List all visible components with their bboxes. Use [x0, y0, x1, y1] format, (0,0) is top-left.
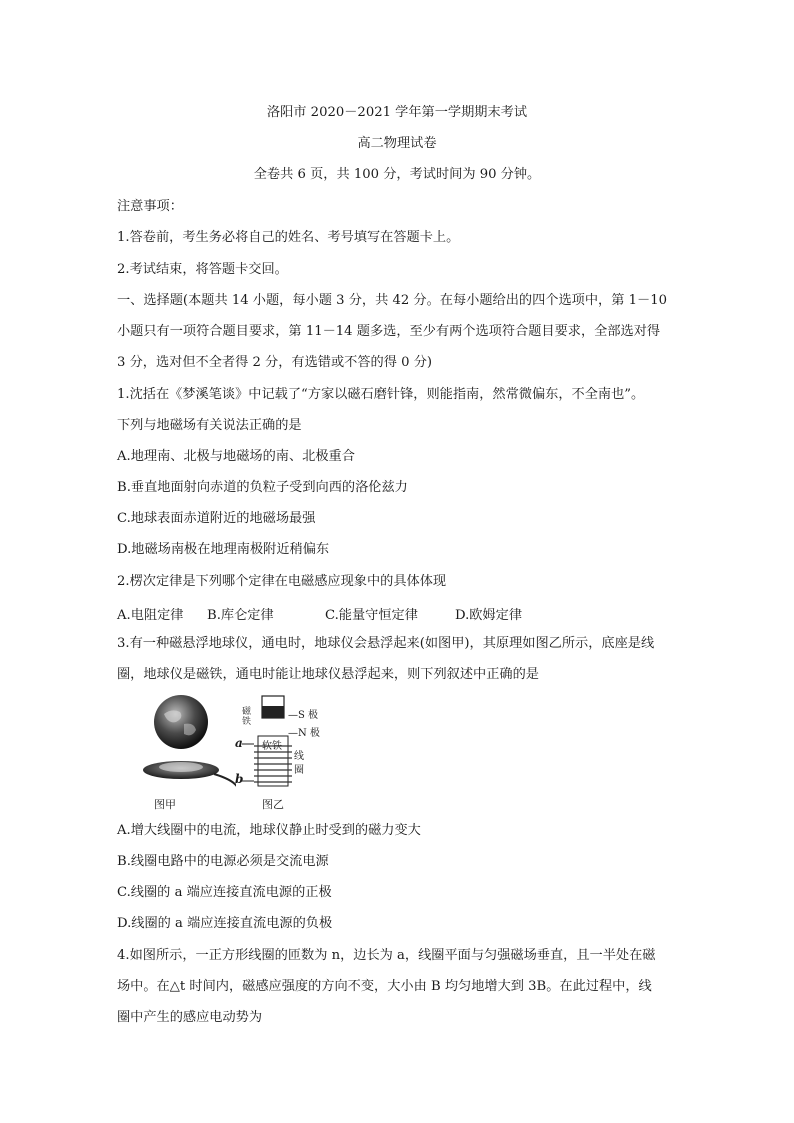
s-pole-text: S 极 — [298, 710, 319, 721]
coil-label-2: 圈 — [294, 765, 304, 776]
section-instructions: 一、选择题(本题共 14 小题，每小题 3 分，共 42 分。在每小题给出的四个选项中，第 1－10 — [117, 293, 667, 308]
question-2-option-a: A.电阻定律 — [117, 608, 184, 623]
question-1-stem: 1.沈括在《梦溪笔谈》中记载了“方家以磁石磨针锋，则能指南，然常微偏东，不全南也”。 — [117, 387, 645, 402]
magnet-label: 磁铁 — [242, 707, 252, 727]
s-pole-label — [288, 706, 318, 721]
exam-info: 全卷共 6 页，共 100 分，考试时间为 90 分钟。 — [253, 167, 541, 182]
question-3-option-c: C.线圈的 a 端应连接直流电源的正极 — [117, 885, 332, 900]
coil-label-1: 线 — [294, 751, 304, 762]
terminal-b-label: b — [235, 772, 244, 786]
question-1-option-d: D.地磁场南极在地理南极附近稍偏东 — [117, 542, 330, 557]
question-1-option-c: C.地球表面赤道附近的地磁场最强 — [117, 511, 316, 526]
terminal-a-label: a — [235, 736, 243, 750]
question-4-stem: 圈中产生的感应电动势为 — [117, 1010, 263, 1025]
levitating-globe-image — [126, 694, 236, 792]
coil-leads — [242, 744, 254, 781]
question-3-option-a: A.增大线圈中的电流，地球仪静止时受到的磁力变大 — [117, 823, 421, 838]
question-2-option-d: D.欧姆定律 — [455, 608, 523, 623]
n-pole-text: N 极 — [298, 728, 320, 739]
notes-heading: 注意事项： — [117, 199, 183, 214]
figure-a-caption: 图甲 — [154, 798, 176, 811]
soft-iron-label: 软铁 — [262, 741, 282, 752]
s-pole-dash: — — [288, 710, 298, 721]
question-3-stem: 圈，地球仪是磁铁，通电时能让地球仪悬浮起来，则下列叙述中正确的是 — [117, 667, 539, 682]
globe-sphere — [154, 695, 208, 749]
question-2-option-c: C.能量守恒定律 — [325, 608, 418, 623]
question-3-figure — [122, 694, 772, 812]
question-1-option-a: A.地理南、北极与地磁场的南、北极重合 — [117, 449, 355, 464]
question-1-option-b: B.垂直地面射向赤道的负粒子受到向西的洛伦兹力 — [117, 480, 408, 495]
note-item: 2.考试结束，将答题卡交回。 — [117, 262, 288, 277]
exam-subject: 高二物理试卷 — [357, 136, 437, 151]
exam-title: 洛阳市 2020－2021 学年第一学期期末考试 — [266, 105, 528, 120]
figure-b-caption: 图乙 — [262, 798, 284, 811]
note-item: 1.答卷前，考生务必将自己的姓名、考号填写在答题卡上。 — [117, 230, 460, 245]
question-3-option-b: B.线圈电路中的电源必须是交流电源 — [117, 854, 329, 869]
section-instructions: 小题只有一项符合题目要求，第 11－14 题多选，至少有两个选项符合题目要求，全部选对得 — [117, 324, 661, 339]
question-4-stem: 4.如图所示，一正方形线圈的匝数为 n，边长为 a，线圈平面与匀强磁场垂直，且一半处在磁 — [117, 948, 656, 963]
question-3-option-d: D.线圈的 a 端应连接直流电源的负极 — [117, 916, 333, 931]
question-3-stem: 3.有一种磁悬浮地球仪，通电时，地球仪会悬浮起来(如图甲)，其原理如图乙所示，底座是线 — [117, 636, 655, 651]
n-pole-dash: — — [288, 728, 298, 739]
question-2-options — [117, 604, 522, 623]
question-2-option-b: B.库仑定律 — [207, 608, 274, 623]
question-4-stem: 场中。在△t 时间内，磁感应强度的方向不变，大小由 B 均匀地增大到 3B。在此过程中，线 — [117, 979, 652, 994]
question-2-stem: 2.楞次定律是下列哪个定律在电磁感应现象中的具体体现 — [117, 574, 447, 589]
section-instructions: 3 分，选对但不全者得 2 分，有选错或不答的得 0 分) — [117, 355, 433, 370]
question-1-stem: 下列与地磁场有关说法正确的是 — [117, 418, 302, 433]
n-pole-label — [288, 724, 320, 739]
